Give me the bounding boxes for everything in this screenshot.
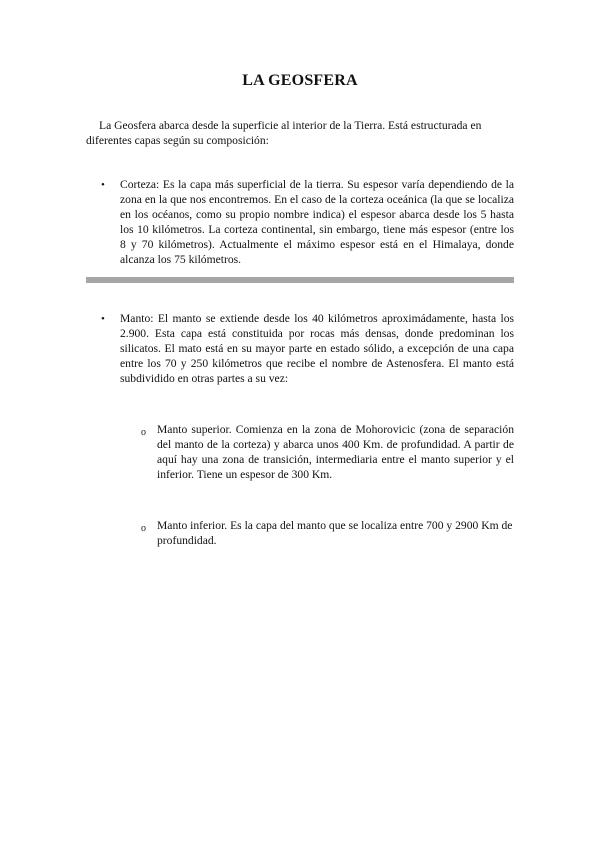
corteza-paragraph: Corteza: Es la capa más superficial de la tierra. Su espesor varía dependiendo de la zona en la que nos encontremos. En el caso de la corteza oceánica (la que se localiza en los océanos, como su propio nombre indica) el espesor abarca desde los 5 hasta los 10 kilómetros. La corteza continental, sin embargo, tiene más espesor (entre los 8 y 70 kilómetros). Actualmente el máximo espesor está en el Himalaya, donde alcanza los 75 kilómetros. <box>120 178 514 266</box>
manto-inferior-paragraph: Manto inferior. Es la capa del manto que se localiza entre 700 y 2900 Km de profundidad. <box>157 519 513 547</box>
page-title: LA GEOSFERA <box>242 72 358 89</box>
bullet-icon: • <box>101 179 105 191</box>
section-divider <box>86 277 514 283</box>
manto-paragraph: Manto: El manto se extiende desde los 40 kilómetros aproximádamente, hasta los 2.900. Esta capa está constituida por rocas más densas, donde predominan los silicatos. El mato está en su mayor parte en estado sólido, a excepción de una capa entre los 70 y 250 kilómetros que recibe el nombre de Astenosfera. El manto está subdividido en otras partes a su vez: <box>120 312 514 385</box>
sub-bullet-icon: o <box>141 523 146 534</box>
intro-paragraph: La Geosfera abarca desde la superficie al interior de la Tierra. Está estructurada en diferentes capas según su composición: <box>86 119 482 147</box>
manto-superior-paragraph: Manto superior. Comienza en la zona de Mohorovicic (zona de separación del manto de la corteza) y abarca unos 400 Km. de profundidad. A partir de aquí hay una zona de transición, intermediaria entre el manto superior y el inferior. Tiene un espesor de 300 Km. <box>157 423 514 481</box>
bullet-icon: • <box>101 313 105 325</box>
sub-bullet-icon: o <box>141 427 146 438</box>
